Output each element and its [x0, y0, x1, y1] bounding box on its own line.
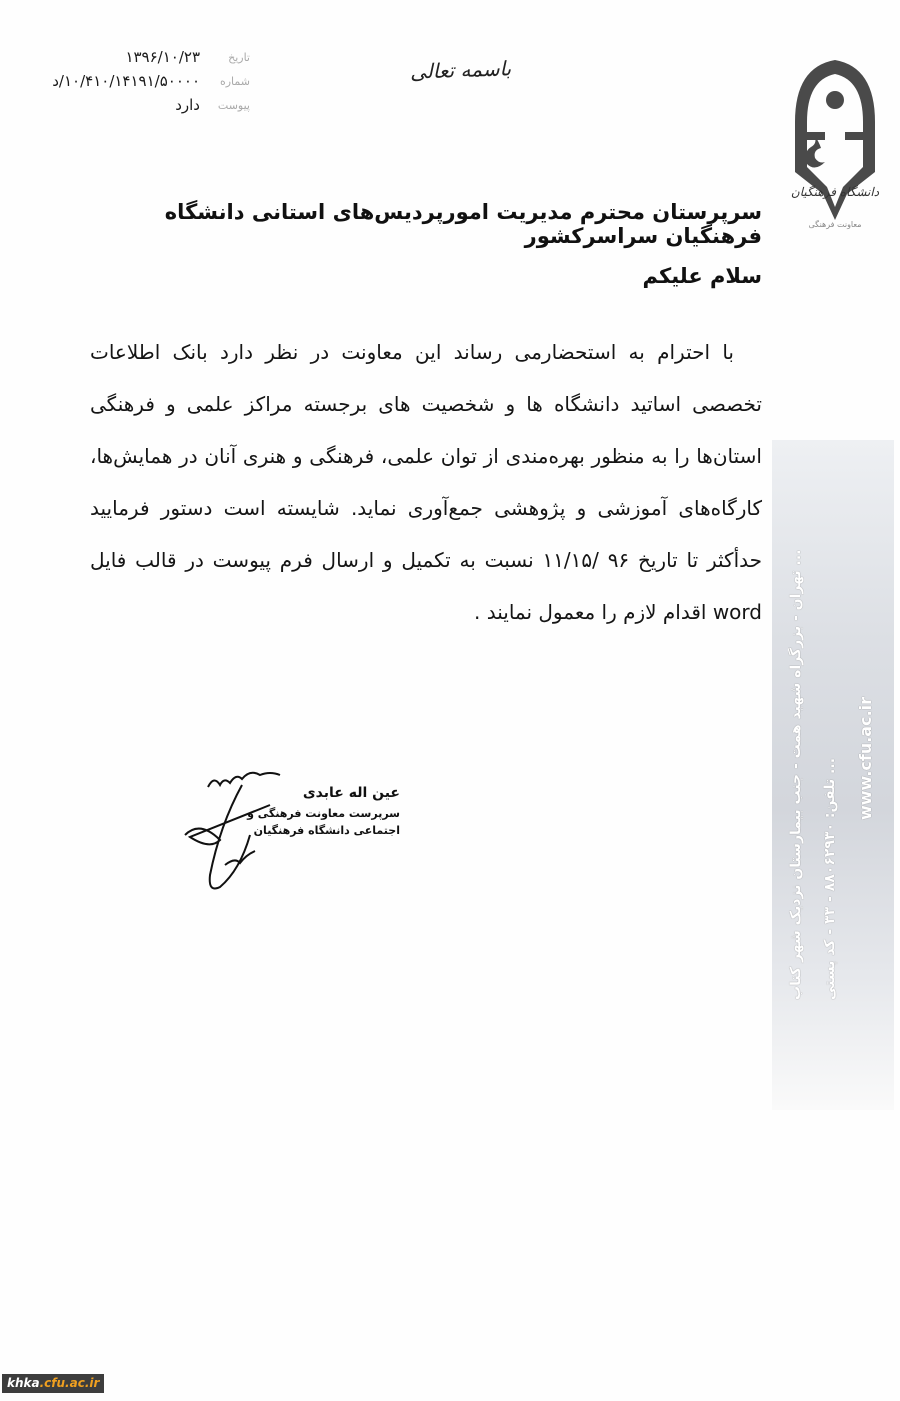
- letter-meta: [20, 45, 250, 117]
- signature-block: [240, 785, 400, 839]
- meta-value-date: ۱۳۹۶/۱۰/۲۳: [125, 48, 200, 66]
- meta-label: شماره: [219, 74, 250, 88]
- letter-addressee: سرپرستان محترم مدیریت امورپردیس‌های استانی دانشگاه فرهنگیان سراسرکشور: [164, 200, 762, 248]
- meta-label: تاریخ: [228, 50, 250, 64]
- site-watermark: [2, 1374, 104, 1393]
- side-strip-website: www.cfu.ac.ir: [856, 696, 875, 820]
- meta-attachment: [20, 93, 250, 117]
- meta-value-attachment: دارد: [175, 96, 200, 114]
- logo-university-name: دانشگاه فرهنگیان: [790, 185, 880, 199]
- signer-name: عین اله عابدی: [302, 785, 400, 801]
- bismillah-heading: باسمه تعالی: [409, 56, 512, 84]
- letter-body-paragraph: با احترام به استحضارمی رساند این معاونت در نظر دارد بانک اطلاعات تخصصی اساتید دانشگاه ها و شخصیت های برجسته مراکز علمی و فرهنگی استان‌ها را به منظور بهره‌مندی از توان علمی، فرهنگی و هنری آنان در همایش‌ها، کارگاه‌های آموزشی و پژوهشی جمع‌آوری نماید. شایسته است دستور فرمایید حدأکثر تا تاریخ ۹۶ /۱۱/۱۵ نسبت به تکمیل و ارسال فرم پیوست در قالب فایل word اقدام لازم را معمول نمایند .: [90, 340, 762, 624]
- meta-date: [20, 45, 250, 69]
- meta-value-number: ۱۰/۴۱۰/۱۴۱۹۱/۵۰۰۰۰/د: [52, 72, 200, 90]
- logo-subtitle: معاونت فرهنگی: [808, 220, 862, 229]
- meta-number: [20, 69, 250, 93]
- watermark-part1: khka: [7, 1376, 40, 1390]
- side-strip-text: [772, 440, 894, 1000]
- side-strip-address: تهران - بزرگراه شهید همت - جنب بیمارستان نزدیک شهر کتاب ...: [788, 549, 804, 1000]
- side-strip-phone: تلفن: ۸۸۰۶۲۹۳۰ - ۳۳ - کد پستی ...: [822, 757, 838, 1000]
- letter-salutation: سلام علیکم: [642, 264, 762, 288]
- university-logo-icon: [785, 52, 885, 232]
- meta-label: پیوست: [217, 98, 250, 112]
- letter-body: [90, 326, 762, 638]
- signer-title-line2: اجتماعی دانشگاه فرهنگیان: [253, 824, 400, 837]
- signer-title-line1: سرپرست معاونت فرهنگی و: [247, 807, 400, 820]
- watermark-part2: .cfu.ac.ir: [39, 1376, 100, 1390]
